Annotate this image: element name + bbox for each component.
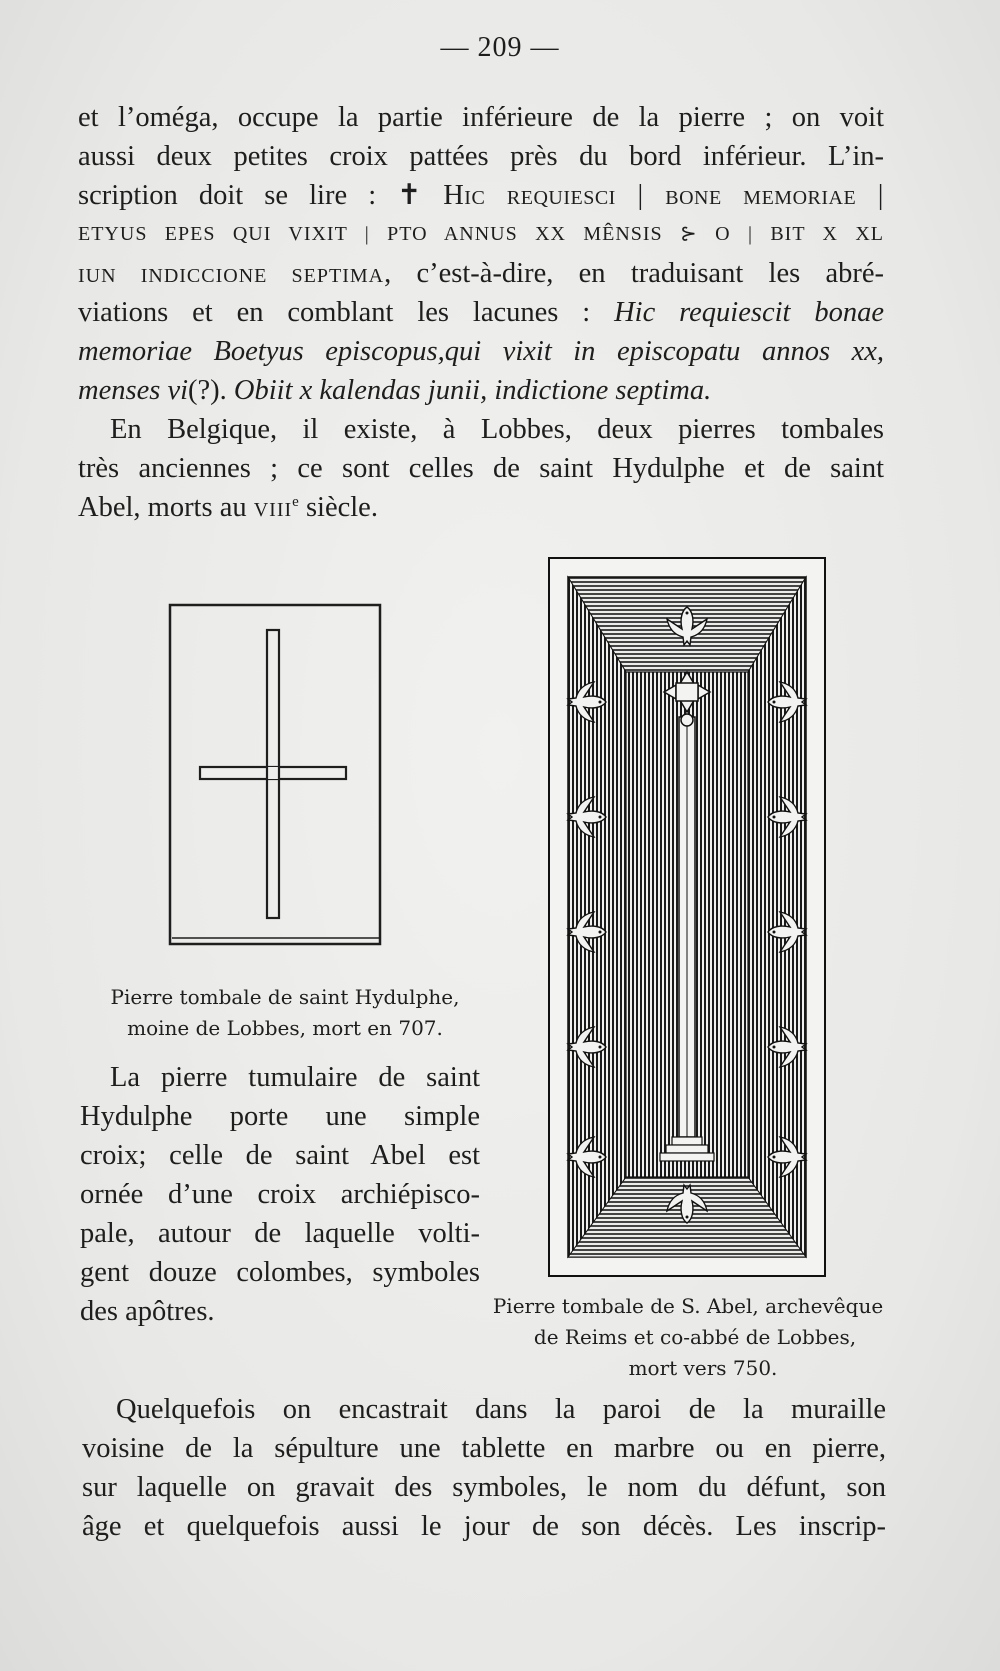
- text-line: et l’oméga, occupe la partie inférieure de la pierre ; on voit: [78, 102, 884, 133]
- text-line: sur laquelle on gravait des symboles, le nom du défunt, son: [82, 1472, 886, 1503]
- caption-line: mort vers 750.: [628, 1356, 778, 1380]
- text-line: [80, 1058, 480, 1097]
- hydulphe-caption: [90, 982, 480, 1044]
- cross-icon: [200, 630, 346, 918]
- text-line: des apôtres.: [80, 1296, 215, 1327]
- text-line-part: En Belgique, il existe, à Lobbes, deux pierres tombales: [110, 414, 884, 445]
- text-line: pale, autour de laquelle volti-: [80, 1218, 480, 1249]
- caption-line: Pierre tombale de S. Abel, archevêque: [492, 1294, 884, 1318]
- paragraph-croix: [80, 1058, 480, 1331]
- text-line: [78, 488, 884, 527]
- latin-translation: menses vi: [78, 375, 189, 406]
- page-number: — 209 —: [440, 32, 560, 63]
- abel-caption: [478, 1291, 898, 1384]
- text-line-part: (?).: [188, 375, 234, 406]
- text-line: [78, 176, 884, 215]
- hydulphe-tombstone-illustration: [168, 603, 383, 948]
- text-line-part: viations et en comblant les lacunes :: [78, 297, 615, 328]
- paragraph-inscriptions: [82, 1390, 886, 1546]
- latin-translation: Obiit x kalendas junii, indictione septima.: [233, 375, 712, 406]
- inscription-text: IUN INDICCIONE SEPTIMA: [78, 265, 385, 287]
- abel-tombstone-illustration: [548, 557, 828, 1279]
- text-line: [78, 293, 884, 332]
- text-line: ornée d’une croix archiépisco-: [80, 1179, 480, 1210]
- paragraph-belgique: [78, 410, 884, 527]
- text-line-part: Quelquefois on encastrait dans la paroi de la muraille: [116, 1394, 886, 1425]
- text-line: gent douze colombes, symboles: [80, 1257, 480, 1288]
- text-line: [82, 1390, 886, 1429]
- latin-translation: memoriae Boetyus episcopus,qui vixit in episcopatu annos xx,: [78, 336, 884, 367]
- text-line-part: La pierre tumulaire de saint: [110, 1062, 480, 1093]
- inscription-text: ✝ Hic requiesci | bone memoriae |: [397, 180, 884, 211]
- text-line: aussi deux petites croix pattées près du bord inférieur. L’in-: [78, 141, 884, 172]
- text-line: [78, 371, 884, 410]
- caption-line: Pierre tombale de saint Hydulphe,: [110, 985, 460, 1009]
- caption-line: de Reims et co-abbé de Lobbes,: [533, 1325, 857, 1349]
- text-line: Hydulphe porte une simple: [80, 1101, 480, 1132]
- text-line: très anciennes ; ce sont celles de saint Hydulphe et de saint: [78, 453, 884, 484]
- superscript: e: [292, 494, 299, 510]
- text-line: voisine de la sépulture une tablette en marbre ou en pierre,: [82, 1433, 886, 1464]
- inscription-text: ETYUS EPES QUI VIXIT | PTO ANNUS XX MÊNSIS ⊱ O | BIT X XL: [78, 223, 884, 245]
- text-line: [78, 332, 884, 371]
- text-line: âge et quelquefois aussi le jour de son décès. Les inscrip-: [82, 1511, 886, 1542]
- text-line-part: Abel, morts au: [78, 492, 254, 523]
- text-line: croix; celle de saint Abel est: [80, 1140, 480, 1171]
- paragraph-inscription: [78, 98, 884, 410]
- text-line: [78, 410, 884, 449]
- caption-line: moine de Lobbes, mort en 707.: [127, 1016, 443, 1040]
- latin-translation: Hic requiescit bonae: [614, 297, 884, 328]
- text-line-part: , c’est-à-dire, en traduisant les abré-: [384, 258, 884, 289]
- text-line-part: siècle.: [298, 492, 378, 523]
- text-line: [78, 254, 884, 293]
- century-numeral: VIII: [253, 499, 293, 521]
- text-line-part: scription doit se lire :: [78, 180, 398, 211]
